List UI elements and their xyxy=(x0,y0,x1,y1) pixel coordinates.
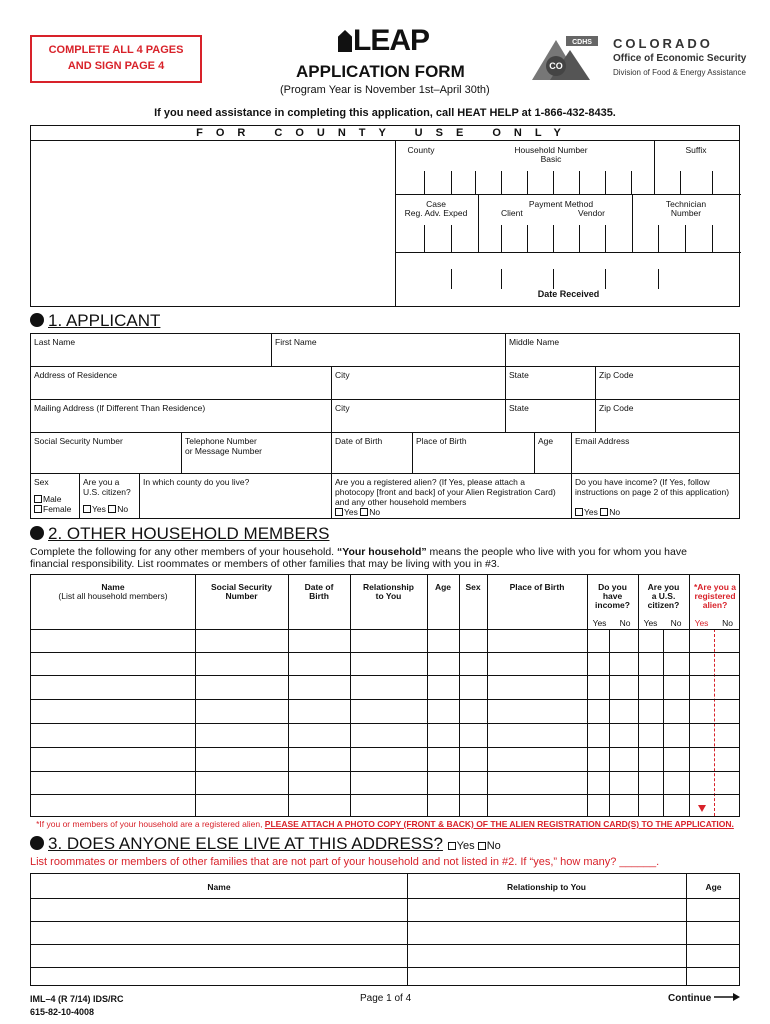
pob-label: Place of Birth xyxy=(416,436,467,446)
col-citizen-2: a U.S. xyxy=(651,591,676,601)
continue-indicator xyxy=(668,993,740,1004)
col-alien: *Are you a xyxy=(693,582,737,592)
yes-label: Yes xyxy=(92,504,106,514)
sex-label: Sex xyxy=(34,477,49,487)
s3-no-label: No xyxy=(486,840,501,852)
yes-label: Yes xyxy=(584,507,598,517)
section-3-intro: List roommates or members of other families that are not part of your household and not listed in #2. If “yes,” how many? ______. xyxy=(30,856,660,868)
state-label: State xyxy=(509,403,529,413)
form-id-text: IML–4 (R 7/14) IDS/RC xyxy=(30,994,124,1004)
date-received-label: Date Received xyxy=(537,289,600,299)
citizen-field xyxy=(79,473,140,519)
col-alien-2: registered xyxy=(694,591,736,601)
age-field[interactable] xyxy=(534,432,572,474)
alien-label-2: photocopy [front and back] of your Alien Registration Card) xyxy=(335,487,556,497)
table-row[interactable] xyxy=(31,629,739,630)
residence-address-field[interactable] xyxy=(30,366,332,400)
bullet-icon xyxy=(30,313,44,327)
col-name-sub: (List all household members) xyxy=(58,591,168,601)
phone-field[interactable] xyxy=(181,432,332,474)
section-2-heading xyxy=(30,524,330,544)
first-name-label: First Name xyxy=(275,337,317,347)
technician-label: Technician xyxy=(665,199,707,209)
household-number-label: Household Number xyxy=(514,145,588,155)
no-label: No xyxy=(369,507,381,517)
income-label: Do you have income? (If Yes, follow xyxy=(575,477,710,487)
agency-division: Division of Food & Energy Assistance xyxy=(613,68,746,77)
income-no-header: No xyxy=(619,618,631,628)
col-age: Age xyxy=(434,582,452,592)
sex-field xyxy=(30,473,80,519)
footnote-text-a: *If you or members of your household are a registered alien, xyxy=(36,819,265,829)
s3-yes-label: Yes xyxy=(456,840,475,852)
tech-number-label: Number xyxy=(670,208,702,218)
agency-state: COLORADO xyxy=(613,36,713,51)
col-relationship: Relationship xyxy=(362,582,414,592)
col-ssn-2: Number xyxy=(225,591,258,601)
alien-label: Are you a registered alien? (If Yes, please attach a xyxy=(335,477,525,487)
alien-yes-checkbox[interactable] xyxy=(335,508,343,516)
continue-label: Continue xyxy=(668,993,712,1004)
alien-field xyxy=(331,473,572,519)
section-2-title: 2. OTHER HOUSEHOLD MEMBERS xyxy=(48,524,330,543)
middle-name-field[interactable] xyxy=(505,333,740,367)
citizen-yes-header: Yes xyxy=(643,618,658,628)
city-label: City xyxy=(335,370,350,380)
table-row[interactable] xyxy=(31,967,739,968)
form-number-text: 615-82-10-4008 xyxy=(30,1007,95,1017)
col-alien-3: alien? xyxy=(702,600,728,610)
down-arrow-icon xyxy=(698,805,706,813)
col-dob: Date of xyxy=(304,582,334,592)
phone-label-2: or Message Number xyxy=(185,446,263,456)
intro-text-c: means the people who live with you for whom you have xyxy=(426,546,687,558)
col-relationship-2: to You xyxy=(375,591,402,601)
alien-footnote xyxy=(0,819,770,829)
mailing-state-field[interactable] xyxy=(505,399,596,433)
citizen-no-header: No xyxy=(670,618,682,628)
col-dob-2: Birth xyxy=(309,591,329,601)
bullet-icon xyxy=(30,526,44,540)
client-label: Client xyxy=(501,208,523,218)
col-age: Age xyxy=(705,882,722,892)
table-row[interactable] xyxy=(31,699,739,700)
citizen-yes-checkbox[interactable] xyxy=(83,505,91,513)
intro-text-a: Complete the following for any other members of your household. xyxy=(30,546,337,558)
table-row[interactable] xyxy=(31,944,739,945)
table-row[interactable] xyxy=(31,723,739,724)
pob-field[interactable] xyxy=(412,432,535,474)
ssn-label: Social Security Number xyxy=(34,436,123,446)
city-label: City xyxy=(335,403,350,413)
basic-label: Basic xyxy=(540,154,562,164)
table-row[interactable] xyxy=(31,652,739,653)
email-field[interactable] xyxy=(571,432,740,474)
col-ssn: Social Security xyxy=(211,582,272,592)
other-residents-table xyxy=(30,873,740,986)
s3-yes-checkbox[interactable] xyxy=(448,842,456,850)
county-use-grid xyxy=(395,141,740,307)
county-live-label: In which county do you live? xyxy=(143,477,250,487)
income-field xyxy=(571,473,740,519)
household-members-table xyxy=(30,574,740,817)
citizen-label-2: U.S. citizen? xyxy=(83,487,131,497)
col-name: Name xyxy=(101,582,125,592)
yes-label: Yes xyxy=(344,507,358,517)
col-income-3: income? xyxy=(595,600,630,610)
male-checkbox[interactable] xyxy=(34,495,42,503)
county-live-field[interactable] xyxy=(139,473,332,519)
income-yes-header: Yes xyxy=(592,618,607,628)
no-label: No xyxy=(117,504,129,514)
county-label: County xyxy=(407,145,435,155)
section-3-heading xyxy=(30,834,501,856)
female-label: Female xyxy=(43,504,72,514)
last-name-label: Last Name xyxy=(34,337,76,347)
bullet-icon xyxy=(30,836,44,850)
section-2-intro xyxy=(30,546,745,570)
section-1-title: 1. APPLICANT xyxy=(48,311,161,330)
leap-logo-text: LEAP xyxy=(353,24,430,57)
col-sex: Sex xyxy=(465,582,481,592)
intro-text-d: financial responsibility. List roommates or members of other families that may be living with you in #3. xyxy=(30,558,500,570)
case-sub-label: Reg. Adv. Exped xyxy=(404,208,468,218)
zip-label: Zip Code xyxy=(599,403,634,413)
payment-method-label: Payment Method xyxy=(528,199,594,209)
email-label: Email Address xyxy=(575,436,630,446)
citizen-label: Are you a xyxy=(83,477,120,487)
dob-field[interactable] xyxy=(331,432,413,474)
income-no-checkbox[interactable] xyxy=(600,508,608,516)
cdhs-badge-text: CDHS xyxy=(572,39,592,46)
alien-label-3: and any other household members xyxy=(335,497,467,507)
mailing-zip-field[interactable] xyxy=(595,399,740,433)
ssn-field[interactable] xyxy=(30,432,182,474)
table-row[interactable] xyxy=(31,898,739,899)
notice-box xyxy=(30,35,202,83)
mailing-address-field[interactable] xyxy=(30,399,332,433)
colorado-cdhs-logo xyxy=(530,36,600,80)
house-icon xyxy=(338,30,352,52)
notice-line-1: COMPLETE ALL 4 PAGES xyxy=(48,44,184,56)
first-name-field[interactable] xyxy=(271,333,506,367)
col-income: Do you xyxy=(598,582,627,592)
last-name-field[interactable] xyxy=(30,333,272,367)
residence-state-field[interactable] xyxy=(505,366,596,400)
citizen-no-checkbox[interactable] xyxy=(108,505,116,513)
mailing-city-field[interactable] xyxy=(331,399,506,433)
leap-logo xyxy=(338,26,429,56)
male-label: Male xyxy=(43,494,62,504)
form-id xyxy=(30,993,124,1019)
col-citizen: Are you xyxy=(647,582,680,592)
mailing-address-label: Mailing Address (If Different Than Residence) xyxy=(34,403,206,413)
s3-no-checkbox[interactable] xyxy=(478,842,486,850)
section-3-title: 3. DOES ANYONE ELSE LIVE AT THIS ADDRESS? xyxy=(48,834,443,853)
notice-line-2: AND SIGN PAGE 4 xyxy=(67,60,165,72)
alien-yes-header: Yes xyxy=(694,618,709,628)
residence-address-label: Address of Residence xyxy=(34,370,118,380)
table-row[interactable] xyxy=(31,747,739,748)
col-name: Name xyxy=(207,882,231,892)
residence-city-field[interactable] xyxy=(331,366,506,400)
no-label: No xyxy=(609,507,621,517)
suffix-label: Suffix xyxy=(685,145,707,155)
co-badge-text: CO xyxy=(549,61,563,71)
middle-name-label: Middle Name xyxy=(509,337,560,347)
dob-label: Date of Birth xyxy=(335,436,383,446)
alien-no-header: No xyxy=(722,618,733,628)
arrow-right-icon xyxy=(714,993,740,1001)
table-row[interactable] xyxy=(31,771,739,772)
age-label: Age xyxy=(538,436,554,446)
col-relationship: Relationship to You xyxy=(506,882,587,892)
col-income-2: have xyxy=(602,591,623,601)
alien-no-checkbox[interactable] xyxy=(360,508,368,516)
section-1-heading xyxy=(30,311,160,331)
col-citizen-3: citizen? xyxy=(647,600,680,610)
vendor-label: Vendor xyxy=(578,208,605,218)
table-row[interactable] xyxy=(31,921,739,922)
case-label: Case xyxy=(426,199,446,209)
county-use-bar: FOR COUNTY USE ONLY xyxy=(30,125,740,141)
program-year: (Program Year is November 1st–April 30th) xyxy=(280,84,490,96)
residence-zip-field[interactable] xyxy=(595,366,740,400)
page-number: Page 1 of 4 xyxy=(360,993,412,1004)
phone-label: Telephone Number xyxy=(185,436,257,446)
female-checkbox[interactable] xyxy=(34,505,42,513)
table-row[interactable] xyxy=(31,675,739,676)
footnote-text-b: PLEASE ATTACH A PHOTO COPY (FRONT & BACK) OF THE ALIEN REGISTRATION CARD(S) TO THE APPLICATION. xyxy=(264,819,734,829)
col-pob: Place of Birth xyxy=(509,582,565,592)
page-title: APPLICATION FORM xyxy=(296,62,465,81)
income-label-2: instructions on page 2 of this application) xyxy=(575,487,730,497)
agency-office: Office of Economic Security xyxy=(613,53,747,64)
assistance-line: If you need assistance in completing this application, call HEAT HELP at 1-866-432-8435. xyxy=(154,107,616,119)
table-row[interactable] xyxy=(31,794,739,795)
intro-text-b: “Your household” xyxy=(337,546,427,558)
income-yes-checkbox[interactable] xyxy=(575,508,583,516)
zip-label: Zip Code xyxy=(599,370,634,380)
state-label: State xyxy=(509,370,529,380)
